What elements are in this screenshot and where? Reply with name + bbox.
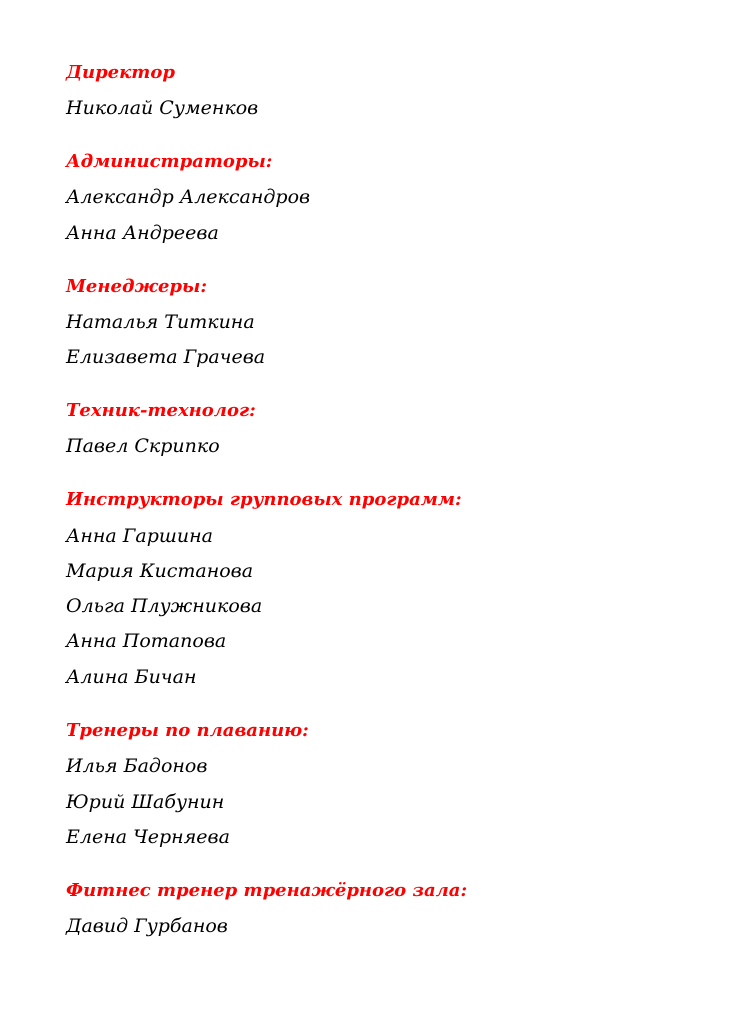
staff-name: Анна Гаршина <box>66 525 213 547</box>
section-heading: Инструкторы групповых программ: <box>66 489 462 510</box>
staff-name: Юрий Шабунин <box>66 791 225 813</box>
staff-name: Ольга Плужникова <box>66 595 263 617</box>
staff-name: Давид Гурбанов <box>66 915 228 937</box>
staff-name: Елизавета Грачева <box>66 346 266 368</box>
staff-name: Александр Александров <box>66 186 311 208</box>
section-heading: Тренеры по плаванию: <box>66 720 309 741</box>
staff-name: Алина Бичан <box>66 666 197 688</box>
staff-name: Анна Андреева <box>66 222 219 244</box>
staff-name: Илья Бадонов <box>66 755 208 777</box>
staff-name: Наталья Титкина <box>66 311 255 333</box>
section-heading: Администраторы: <box>66 151 273 172</box>
section-heading: Менеджеры: <box>66 276 207 297</box>
staff-name: Елена Черняева <box>66 826 230 848</box>
staff-name: Николай Суменков <box>66 97 259 119</box>
section-heading: Техник-технолог: <box>66 400 256 421</box>
staff-name: Анна Потапова <box>66 630 227 652</box>
section-heading: Фитнес тренер тренажёрного зала: <box>66 880 468 901</box>
staff-name: Мария Кистанова <box>66 560 254 582</box>
section-heading: Директор <box>66 62 175 83</box>
staff-name: Павел Скрипко <box>66 435 220 457</box>
